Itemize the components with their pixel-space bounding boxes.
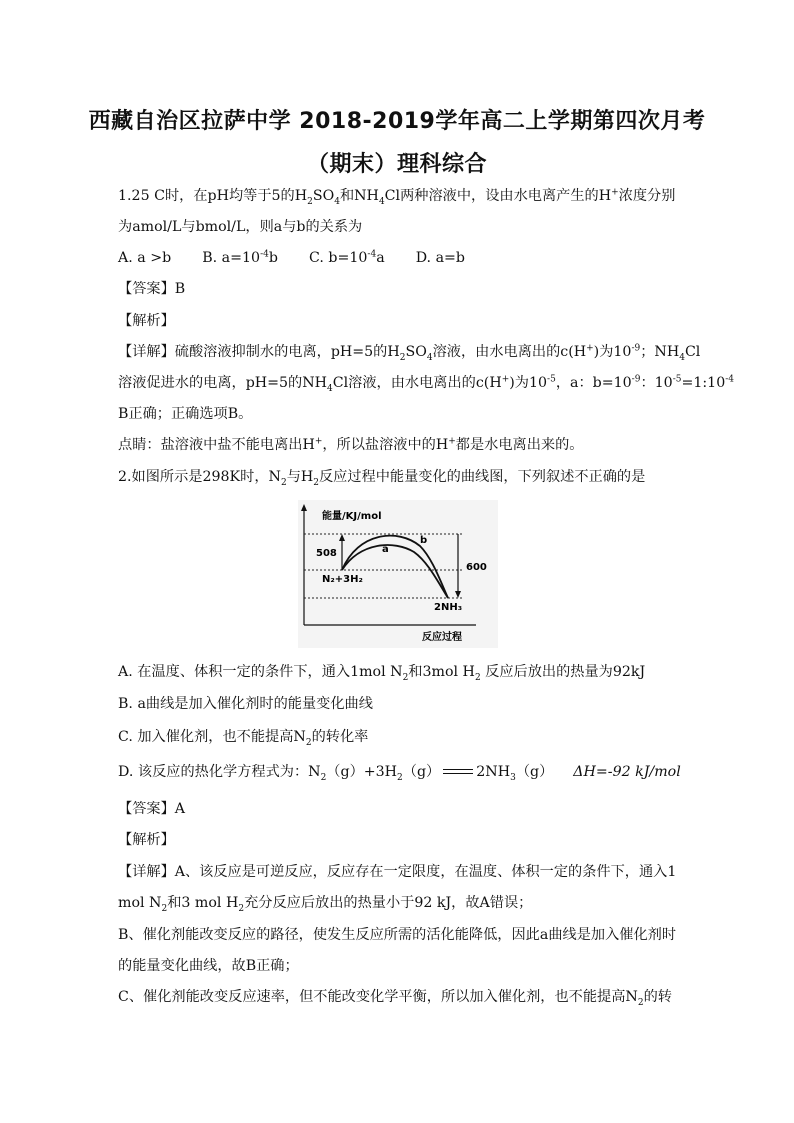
q1-detail-line3: B正确；正确选项B。 (118, 406, 253, 422)
q1-option-c: C. $b=10^{-4}a$ (309, 249, 385, 266)
q2-option-d: D. 该反应的热化学方程式为：$N_2(g)+3H_2(g)$ $2NH_3(g)$ ΔH=-92 kJ/mol (118, 764, 681, 783)
q2-option-b: B. a曲线是加入催化剂时的能量变化曲线 (118, 696, 373, 712)
q2-detail-line3: B、催化剂能改变反应的路径，使发生反应所需的活化能降低，因此a曲线是加入催化剂时 (118, 927, 677, 943)
x-axis-label: 反应过程 (422, 632, 462, 643)
q2-answer: 【答案】A (118, 801, 185, 817)
q1-answer: 【答案】B (118, 281, 186, 297)
q2-option-c: C. 加入催化剂，也不能提高$N_2$的转化率 (118, 729, 369, 748)
q1-detail-line2: 溶液促进水的电离，pH=5的$NH_4Cl$溶液，由水电离出的c(H+)为$10^{-5}$，a：$b=10^{-9}$：$10^{-5}=1:10^{-4}$ (118, 374, 735, 394)
q1-tip: 点睛：盐溶液中盐不能电离出H+，所以盐溶液中的H+都是水电离出来的。 (118, 436, 584, 453)
q2-detail-line2: mol $N_2$和3 mol $H_2$充分反应后放出的热量小于92 kJ，故A错误； (118, 895, 533, 914)
q1-stem-line1: 1.25 C时，在pH均等于5的$H_2SO_4$和$NH_4Cl$两种溶液中，设由水电离产生的H+浓度分别 (118, 187, 676, 207)
curve-a-label: a (382, 544, 389, 555)
q1-options (118, 248, 465, 268)
reactants-label: N₂+3H₂ (322, 574, 363, 585)
q2-analysis-heading: 【解析】 (118, 832, 175, 848)
q2-option-a: A. 在温度、体积一定的条件下，通入1mol $N_2$和3mol $H_2$ 反应后放出的热量为92kJ (118, 664, 646, 683)
curve-b-label: b (420, 535, 428, 546)
q1-stem-line2: 为amol/L与bmol/L，则a与b的关系为 (118, 219, 363, 235)
q1-option-d: D. a=b (415, 250, 466, 266)
q2-detail-line4: 的能量变化曲线，故B正确； (118, 958, 299, 974)
energy-diagram (298, 500, 498, 648)
q1-detail-line1: 【详解】硫酸溶液抑制水的电离，pH=5的$H_2SO_4$溶液，由水电离出的c(H+)为$10^{-9}$；$NH_4Cl$ (118, 343, 701, 363)
q2-detail-line1: 【详解】A、该反应是可逆反应，反应存在一定限度，在温度、体积一定的条件下，通入1 (118, 864, 677, 880)
page-title: 西藏自治区拉萨中学 2018-2019学年高二上学期第四次月考 (88, 109, 706, 134)
q2-detail-line5: C、催化剂能改变反应速率，但不能改变化学平衡，所以加入催化剂，也不能提高$N_2$的转 (118, 989, 672, 1008)
q1-analysis-heading: 【解析】 (118, 313, 175, 329)
equilibrium-arrow (443, 767, 473, 777)
q1-option-b: B. $a=10^{-4}b$ (202, 249, 278, 266)
q2-stem: 2.如图所示是298K时，$N_2$与$H_2$反应过程中能量变化的曲线图，下列叙述不正确的是 (118, 469, 646, 488)
right-value-label: 600 (466, 562, 487, 573)
q1-option-a: A. a >b (118, 250, 172, 266)
page-subtitle: （期末）理科综合 (306, 152, 487, 177)
y-axis-label: 能量/KJ/mol (322, 511, 382, 522)
left-value-label: 508 (316, 548, 337, 559)
product-label: 2NH₃ (434, 602, 463, 613)
